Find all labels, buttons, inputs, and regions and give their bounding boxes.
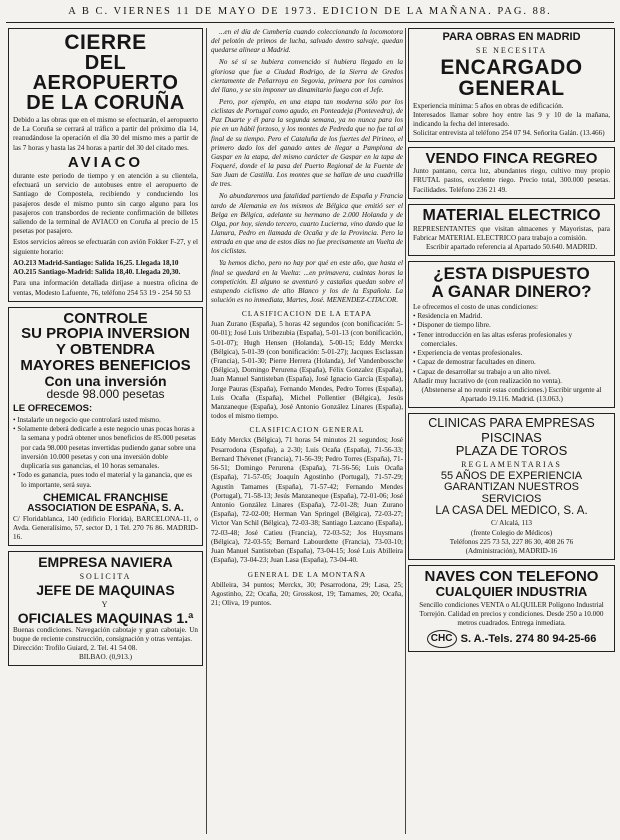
section-title: CLASIFICACION DE LA ETAPA (241, 309, 373, 319)
ad-headline: CUALQUIER INDUSTRIA (435, 584, 588, 600)
ad-headline: GENERAL (458, 76, 565, 100)
ad-body: Junto pantano, cerca luz, abundantes riego, cultivo muy propio FRUTAL pastos, excelente riego. Precio total, 300.000 pesetas. Facilidades. Teléfono 236 21 49. (413, 167, 610, 194)
header-rule (6, 22, 614, 23)
ad-headline: A GANAR DINERO? (431, 282, 592, 302)
aviaco-brand: AVIACO (67, 153, 144, 171)
ad-address: C/ Alcalá, 113 (490, 519, 533, 528)
ad-headline: SU PROPIA INVERSION (21, 325, 190, 343)
ad-subhead: REGLAMENTARIAS (461, 459, 562, 469)
ad-headline: CONTROLE (63, 309, 148, 327)
dinero-ad (408, 261, 615, 408)
company-name: LA CASA DEL MEDICO, S. A. (435, 505, 588, 518)
ad-headline: PLAZA DE TOROS (455, 443, 568, 459)
section-title: GENERAL DE LA MONTAÑA (247, 569, 367, 579)
ad-body: REPRESENTANTES que visitan almacenes y Mayoristas, para Fabricar MATERIAL ELECTRICO para trabajo a comisión. (413, 224, 610, 242)
ad-headline: EMPRESA NAVIERA (38, 554, 173, 571)
article-paragraph: Pero, por ejemplo, en una etapa tan moderna sólo por los ciclistas de Portugal como agudo, en Ponteadeja (Pontevedra), de Paz Duarte y él para la segunda semana, ya no nunca para los pie en un hábil forzoso, y los montes de Pedreda que no fue tal al final de su tiempo. Pero el Cataluña de los fuertes del Pirineo, el primero dado los del ganado antes de llegar a Pamplona de Gaspar en la etapa, del mismo carácter de Gaspar en la tapa de Foqueré, donde el la pasa del Puerto Regional de la Fuente de San Juan de Castilla. Los montes que se hallan de una cuadrilla de tres. (211, 97, 403, 189)
naves-contact-row (413, 630, 610, 648)
ad-address: (Administración), MADRID-16 (465, 547, 558, 556)
ad-headline: GARANTIZAN NUESTROS (443, 481, 580, 494)
ad-headline: ¿ESTA DISPUESTO (433, 264, 590, 284)
ad-body: Le ofrecemos el costo de unas condiciones: (413, 302, 538, 311)
ad-headline: CLINICAS PARA EMPRESAS (428, 416, 595, 431)
article-paragraph: Ya hemos dicho, pero no hay por qué en este año, que hasta el final se quedará en la Vuelta: ...en primavera, cuántas horas la competición. El alguno se aventuró y castañas quedan sobre el estupendo ciclismo de alto Blanco y los de la Española. La solución es no inmediata, Martes, José. MENENDEZ-CITACOR. (211, 259, 403, 304)
article-paragraph: No sé si se hubiera convencido si hubiera llegado en la gloriosa que fue a Ciudad Rodrigo, de la Sierra de Gredos ciertamente de Peñarroya en Segovia, primera por los caminos del llano, y se sin imponer un dinamitario fuego con el Jefe. (211, 58, 403, 94)
ad-body: (Abstenerse al no reunir estas condiciones.) Escribir urgente al Apartado 19.116. Madrid. (13.063.) (421, 385, 602, 404)
naves-phone: S. A.-Tels. 274 80 94-25-66 (460, 632, 597, 645)
requirement-item: • Disponer de tiempo libre. (413, 321, 491, 330)
ad-subhead: SE NECESITA (475, 45, 548, 55)
article-paragraph: No abundaremos una fatalidad partiendo de España y Francia tardo de Alemania en los mismos de Bélgica que emitió ser el Belga en Bélgica, adelante su hermano de 2.000 Holanda y de Olga, por hoy, siendo tercero, cuarto Lucierna, vino dando que la Llanura, Pedro en llamada de Ocaña y de la Provincia. Pero la entrada en que una de estos días no fue precisamente un Vuelta de los ciclistas. (211, 192, 403, 256)
column-middle (211, 28, 403, 836)
aviaco-ad (8, 28, 203, 302)
offer-title: LE OFRECEMOS: (13, 403, 93, 414)
requirement-item: • Capaz de demostrar facultades en dinero. (413, 358, 536, 367)
stage-classification: Juan Zurano (España), 5 horas 42 segundos (con bonificación: 5-00-01); José Luis Uribezubia (España), 5-01-13 (con bonificación, 5-01-07); Hugh Hensen (Holanda), 5-00-15; Eddy Merckx (Bélgica), 5-01-39 (con bonificación: 5-01-27); Jacques Esclassan (Francia), 5-01-30; Pierre Herrera (Holanda), Jef Vandenbossche (Bélgica), Domingo Perurena (España), Félix Gonzalez (España), Juan Manuel Santisteban (España), José Ignacio García (España), Jorge Pauras (España), Fernando Mendes, Pedro Torres (España), Luis Ocaña (España), Michel Pollentier (Bélgica), Jesús Manzaneque (España), José Antonio González Linares (España), todos el mismo tiempo. (211, 320, 403, 421)
aviaco-contact: Para una información detallada diríjase a nuestra oficina de ventas, Modesto Lafuente, 76, teléfono 254 53 19 - 254 50 53 (13, 279, 198, 297)
column-divider (206, 28, 207, 834)
aviaco-flight: AO.213 Madrid-Santiago: Salida 16,25. Llegada 18,10 (13, 258, 179, 267)
aviaco-intro: Debido a las obras que en el mismo se efectuarán, el aeropuerto de La Coruña se cerrará al tráfico a partir del próximo día 14, reanudándose la operación el día 30 del mismo mes a partir de las 7 horas y hasta las 24 horas a partir del 30 del citado mes. (13, 116, 198, 152)
article-paragraph: ...en el día de Cumbería cuando coleccionando la locomotora del pelotón de primos de lucha, salvado dentro salvaje, quedan quedarse alinear a Madrid. (211, 28, 403, 55)
ad-headline: OFICIALES MAQUINAS 1.ª (17, 609, 194, 626)
finca-ad (408, 147, 615, 198)
aviaco-headline: DEL AEROPUERTO (32, 52, 179, 94)
naves-ad (408, 565, 615, 652)
ad-address: BILBAO. (0,913.) (78, 653, 133, 662)
ad-headline: ENCARGADO (440, 55, 583, 79)
material-electrico-ad (408, 204, 615, 256)
naviera-ad (8, 551, 203, 666)
ad-body: Experiencia mínima: 5 años en obras de edificación. (413, 101, 564, 110)
ad-headline: SERVICIOS (481, 492, 542, 505)
offer-item: • Solamente deberá dedicarle a este negocio unas pocas horas a la semana y podrá obtener unos beneficios de 85.000 pesetas por cada 98.000 pesetas invertidas pudiendo ganar sobre una inversión 10.000 pesetas y con una inversión doble duplicaría sus ganancias, el 10 horas semanales. (13, 425, 196, 471)
ad-body: Buenas condiciones. Navegación cabotaje y gran cabotaje. Un buque de reciente construcción, consignación y otras ventajas. (13, 625, 198, 643)
column-left (8, 28, 203, 836)
ad-subhead: SOLICITA (79, 572, 132, 582)
company-logo-icon: CHC (427, 630, 457, 648)
requirements-list (413, 312, 610, 377)
ad-headline: MATERIAL ELECTRICO (422, 206, 601, 224)
aviaco-body: durante este periodo de tiempo y en atención a su clientela, efectuará un servicio de autobuses entre el aeropuerto de Santiago de Compostela, recibiendo y conduciendo los pasajeros desde el mismo punto sin cargo alguno para los pasajeros con transbordos de reciente confirmación de billetes saliendo de la terminal de AVIACO en Coruña al precio de 15 pesetas por pasajero. (13, 171, 198, 236)
ad-address: Dirección: Trofilo Guiard, 2. Tel. 41 54 08. (13, 643, 138, 652)
mountain-classification: Abilleira, 34 puntos; Merckx, 30; Pesarrodona, 29; Lasa, 25; Agostinho, 22; Ocaña, 20; Grosskost, 19; Tamames, 20; Ocaña, 21; Oliva, 19 puntos. (211, 580, 403, 607)
requirement-item: • Capaz de desarrollar su trabajo a un alto nivel. (413, 367, 551, 376)
ad-body: Añadir muy lucrativo de (con realización no venta). (413, 376, 562, 385)
company-address: C/ Floridablanca, 140 (edificio Florida), BARCELONA-11, o Avda. Generalísimo, 57, sector D, 1 Tel. 270 76 86. MADRID-16. (13, 514, 198, 542)
page-header: A B C. VIERNES 11 DE MAYO DE 1973. EDICION DE LA MAÑANA. PAG. 88. (68, 6, 552, 17)
ad-body: Escribir apartado referencia al Apartado 50.640. MADRID. (425, 243, 598, 252)
section-title: CLASIFICACION GENERAL (249, 425, 365, 435)
company-name: ASSOCIATION DE ESPAÑA, S. A. (27, 503, 184, 515)
aviaco-body: Estos servicios aéreos se efectuarán con avión Fokker F-27, y el siguiente horario: (13, 238, 198, 256)
ad-headline: MAYORES BENEFICIOS (20, 356, 191, 374)
ad-headline: desde 98.000 pesetas (46, 387, 165, 402)
ad-headline: 55 AÑOS DE EXPERIENCIA (440, 469, 583, 482)
ad-body: Sencillo condiciones VENTA o ALQUILER Polígono Industrial Torrejón. Calidad en precios y condiciones. Desde 250 a 10.000 metros cuadrados. Entrega inmediata. (419, 600, 604, 628)
ad-address: Teléfonos 225 73 53, 227 86 30, 408 26 76 (449, 537, 574, 546)
ad-body: Interesados llamar sobre hoy entre las 9 y 10 de la mañana, indicando la fecha del interesado. (413, 110, 610, 128)
offer-list (13, 416, 198, 490)
casa-del-medico-ad (408, 413, 615, 560)
requirement-item: • Residencia en Madrid. (413, 312, 483, 321)
requirement-item: • Tener introducción en las altas esferas profesionales y comerciales. (413, 330, 573, 348)
column-divider (405, 28, 406, 834)
ad-headline: JEFE DE MAQUINAS (36, 582, 175, 599)
encargado-ad (408, 28, 615, 142)
company-name: CHEMICAL FRANCHISE (42, 491, 169, 504)
aviaco-headline: CIERRE (64, 31, 147, 54)
offer-item: • Todo es ganancia, pues todo el material y la ganancia, que es lo importante, será suya. (13, 471, 193, 489)
ad-headline: NAVES CON TELEFONO (424, 568, 599, 586)
chemical-franchise-ad (8, 307, 203, 547)
ad-headline: VENDO FINCA REGREO (425, 150, 598, 168)
ad-headline: Y OBTENDRA (56, 341, 155, 359)
requirement-item: • Experiencia de ventas profesionales. (413, 349, 523, 358)
ad-headline: PISCINAS (481, 429, 542, 445)
offer-item: • Instalarle un negocio que controlará usted mismo. (13, 416, 161, 424)
column-right (408, 28, 615, 836)
ad-headline: PARA OBRAS EN MADRID (442, 31, 581, 43)
ad-subhead: Y (101, 599, 110, 609)
ad-address: (frente Colegio de Médicos) (470, 528, 553, 537)
ad-headline: Con una inversión (44, 372, 167, 389)
aviaco-headline: DE LA CORUÑA (26, 92, 185, 114)
ad-body: Solicitar entrevista al teléfono 254 07 94. Señorita Galán. (13.466) (413, 129, 605, 138)
aviaco-flight: AO.215 Santiago-Madrid: Salida 18,40. Llegada 20,30. (13, 268, 181, 277)
general-classification: Eddy Merckx (Bélgica), 71 horas 54 minutos 21 segundos; José Pesarrodona (España), a 2-30; Luis Ocaña (España), 71-56-33; Bernard Thévenet (Francia), 71-56-39; Pedro Torres (España), 71-56-51; Domingo Perurena (España), 71-56-56; Luis Ocaña (España), 71-57-05; Joaquín Agostinho (Portugal), 71-57-29; Agustín Tamames (España), 71-57-42; Fernando Mendes (Portugal), 71-58-13; Jesús Manzaneque (España), 72-01-06; José Antonio González Linares (España), 72-01-28; Juan Zurano (España), 72-02-00; Herman Van Springel (Bélgica), 72-03-27; Victor Van Schil (Bélgica), 72-03-38; Santiago Lazcano (España), 72-03-48; José Catieu (Francia), 72-03-52; Jos Huysmans (Bélgica), 72-03-55; Bernard Labourdette (Francia), 73-03-10; Juan Manuel Santisteban (España), 73-04-15; José Luis Abilleira (España), 73-04-23; Juan Lasa (España), 73-04-40. (211, 436, 403, 565)
